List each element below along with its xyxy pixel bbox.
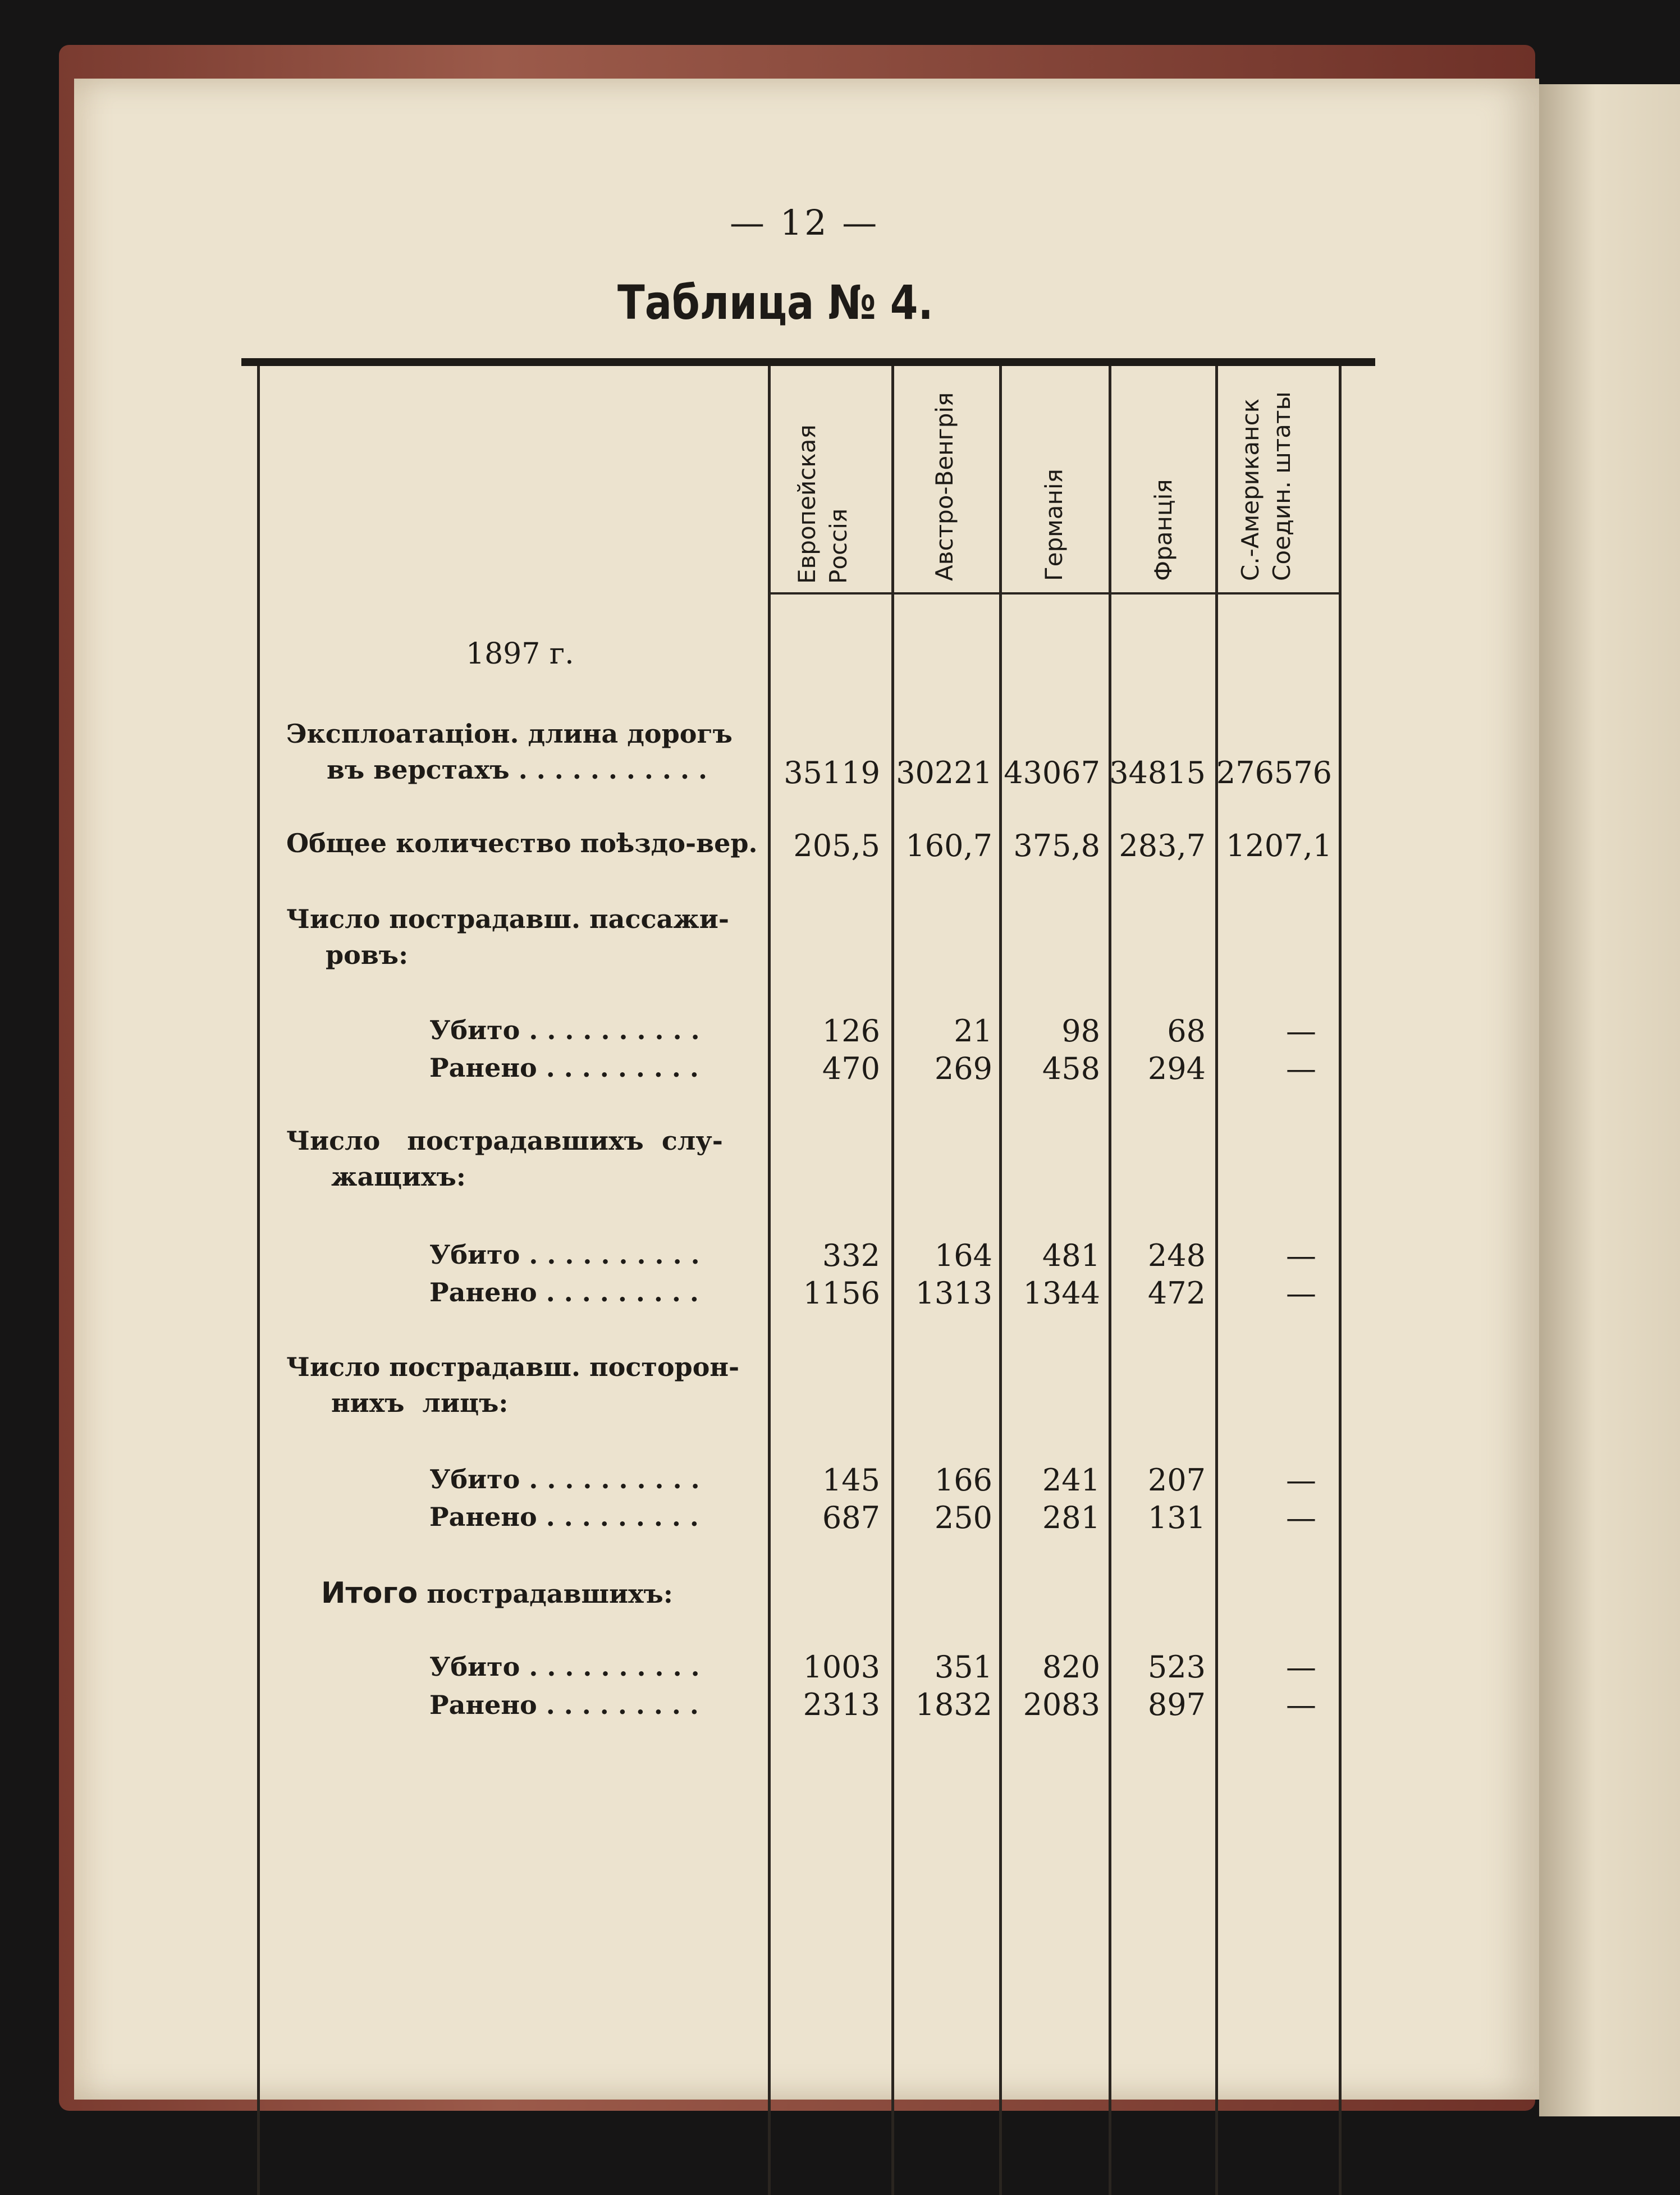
total-label (321, 1576, 673, 1610)
cell-outsiders-killed-3: 241 (1042, 1462, 1100, 1498)
outsiders-wounded-label: Ранено . . . . . . . . . (429, 1502, 699, 1532)
total-label-bold: Итого (321, 1576, 418, 1610)
cell-total-killed-4: 523 (1147, 1649, 1206, 1685)
cell-staff-wounded-1: 1156 (803, 1275, 880, 1311)
train-label: Общее количество поѣздо-вер. (286, 828, 758, 858)
cell-total-killed-2: 351 (934, 1649, 992, 1685)
cell-outsiders-wounded-2: 250 (934, 1500, 992, 1535)
cell-staff-killed-4: 248 (1147, 1238, 1206, 1273)
cell-train-5: 1207,1 (1226, 828, 1332, 863)
col-header-line: Европейская (793, 424, 821, 584)
cell-staff-killed-5: — (1286, 1238, 1316, 1273)
cell-length-4: 34815 (1109, 755, 1206, 790)
passengers-killed-label: Убито . . . . . . . . . . (429, 1015, 700, 1045)
col-header-line: Австро-Венгрія (931, 392, 958, 581)
staff-wounded-label: Ранено . . . . . . . . . (429, 1277, 699, 1307)
table-right-border (1339, 366, 1342, 2195)
book-page (74, 79, 1539, 2100)
col-divider-5 (1215, 366, 1218, 2195)
cell-outsiders-wounded-3: 281 (1042, 1500, 1100, 1535)
cell-length-2: 30221 (896, 755, 992, 790)
cell-length-3: 43067 (1004, 755, 1100, 790)
label-line: жащихъ: (331, 1161, 466, 1192)
col-header-germany (1038, 469, 1070, 581)
label-line: въ верстахъ . . . . . . . . . . . (327, 754, 708, 785)
next-page-edge (1539, 84, 1680, 2116)
cell-staff-killed-3: 481 (1042, 1238, 1100, 1273)
cell-total-wounded-3: 2083 (1023, 1687, 1100, 1722)
table-title: Таблица № 4. (617, 275, 933, 330)
cell-staff-wounded-4: 472 (1147, 1275, 1206, 1311)
cell-train-3: 375,8 (1013, 828, 1100, 863)
cell-outsiders-wounded-4: 131 (1147, 1500, 1206, 1535)
col-header-austria-hungary (929, 392, 960, 581)
cell-train-2: 160,7 (905, 828, 992, 863)
cell-staff-killed-2: 164 (934, 1238, 992, 1273)
cell-outsiders-wounded-1: 687 (822, 1500, 880, 1535)
cell-outsiders-wounded-5: — (1286, 1500, 1316, 1535)
outsiders-label (286, 1352, 739, 1418)
staff-label (286, 1126, 723, 1192)
cell-total-wounded-1: 2313 (803, 1687, 880, 1722)
cell-staff-wounded-5: — (1286, 1275, 1316, 1311)
cell-total-killed-1: 1003 (803, 1649, 880, 1685)
col-header-usa (1235, 391, 1298, 581)
cell-passengers-killed-5: — (1286, 1013, 1316, 1049)
cell-outsiders-killed-4: 207 (1147, 1462, 1206, 1498)
col-header-line: Франція (1150, 479, 1177, 581)
cell-passengers-killed-4: 68 (1167, 1013, 1206, 1049)
cell-total-killed-5: — (1286, 1649, 1316, 1685)
total-killed-label: Убито . . . . . . . . . . (429, 1652, 700, 1682)
cell-staff-wounded-3: 1344 (1023, 1275, 1100, 1311)
cell-passengers-wounded-2: 269 (934, 1051, 992, 1086)
cell-passengers-wounded-5: — (1286, 1051, 1316, 1086)
label-line: Число пострадавшихъ слу- (286, 1126, 723, 1156)
col-header-european-russia (791, 424, 854, 584)
total-wounded-label: Ранено . . . . . . . . . (429, 1690, 699, 1720)
cell-staff-killed-1: 332 (822, 1238, 880, 1273)
length-label (286, 719, 733, 785)
year-label: 1897 г. (466, 637, 574, 671)
cell-passengers-killed-2: 21 (954, 1013, 992, 1049)
label-line: Число пострадавш. посторон- (286, 1352, 740, 1382)
cell-passengers-wounded-1: 470 (822, 1051, 880, 1086)
col-header-line: Германія (1040, 469, 1068, 581)
col-header-line: Россія (825, 508, 852, 584)
label-line: Число пострадавш. пассажи- (286, 904, 729, 934)
page-number: — 12 — (730, 202, 880, 243)
cell-total-wounded-4: 897 (1147, 1687, 1206, 1722)
cell-passengers-wounded-3: 458 (1042, 1051, 1100, 1086)
col-header-line: С.-Американск (1237, 398, 1264, 581)
passengers-wounded-label: Ранено . . . . . . . . . (429, 1053, 699, 1083)
label-line: ровъ: (326, 940, 409, 970)
outsiders-killed-label: Убито . . . . . . . . . . (429, 1464, 700, 1494)
table-top-rule (241, 358, 1375, 366)
col-header-france (1148, 479, 1179, 581)
cell-passengers-wounded-4: 294 (1147, 1051, 1206, 1086)
table-left-border (257, 366, 260, 2195)
cell-train-1: 205,5 (793, 828, 880, 863)
cell-total-killed-3: 820 (1042, 1649, 1100, 1685)
cell-outsiders-killed-1: 145 (822, 1462, 880, 1498)
label-line: Эксплоатаціон. длина дорогъ (286, 719, 733, 749)
cell-total-wounded-5: — (1286, 1687, 1316, 1722)
passengers-label (286, 904, 729, 970)
cell-outsiders-killed-5: — (1286, 1462, 1316, 1498)
col-header-line: Соедин. штаты (1268, 391, 1296, 581)
cell-train-4: 283,7 (1119, 828, 1206, 863)
cell-passengers-killed-1: 126 (822, 1013, 880, 1049)
header-bottom-rule (768, 592, 1342, 595)
cell-outsiders-killed-2: 166 (934, 1462, 992, 1498)
cell-length-5: 276576 (1216, 755, 1332, 790)
cell-staff-wounded-2: 1313 (915, 1275, 992, 1311)
label-line: нихъ лицъ: (331, 1388, 509, 1418)
cell-passengers-killed-3: 98 (1061, 1013, 1100, 1049)
staff-killed-label: Убито . . . . . . . . . . (429, 1240, 700, 1270)
total-label-rest: пострадавшихъ: (418, 1579, 673, 1609)
cell-length-1: 35119 (784, 755, 880, 790)
cell-total-wounded-2: 1832 (915, 1687, 992, 1722)
